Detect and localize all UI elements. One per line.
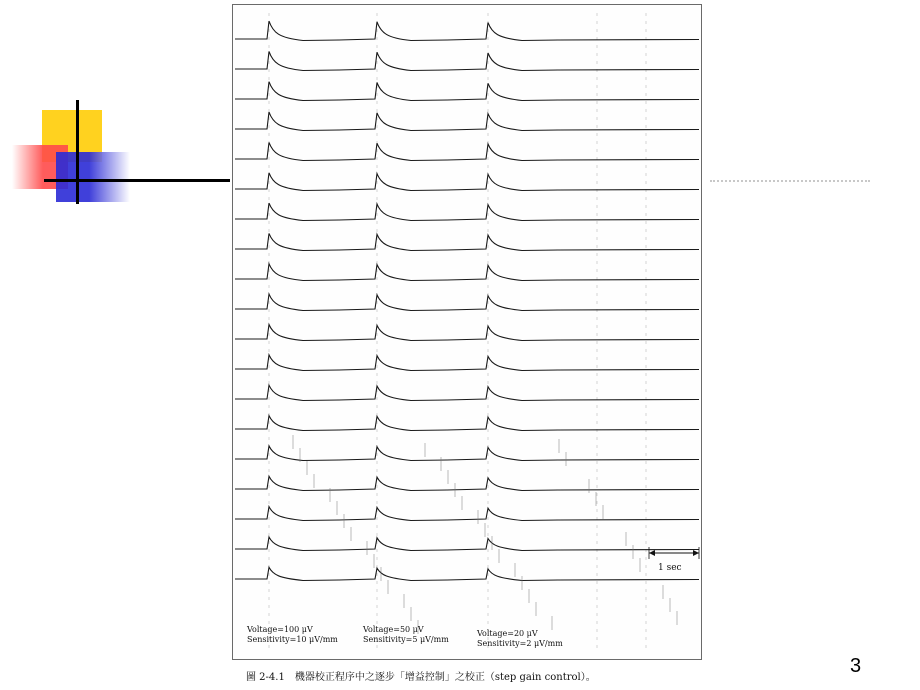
sensitivity-label: Sensitivity=5 μV/mm — [363, 635, 449, 644]
eeg-trace — [235, 537, 699, 551]
eeg-trace — [235, 203, 699, 220]
decor-dotted-rule — [710, 180, 870, 182]
voltage-label: Voltage=100 μV — [247, 625, 313, 634]
page-number: 3 — [850, 655, 862, 677]
eeg-trace — [235, 507, 699, 521]
voltage-label: Voltage=50 μV — [363, 625, 424, 634]
calibration-label-100uv — [247, 625, 338, 645]
eeg-trace — [235, 325, 699, 341]
decor-blue-square — [56, 152, 130, 202]
voltage-label: Voltage=20 μV — [477, 629, 538, 638]
sensitivity-label: Sensitivity=2 μV/mm — [477, 639, 563, 648]
figure-caption: 圖 2-4.1 機器校正程序中之逐步「增益控制」之校正（step gain control）。 — [246, 672, 596, 683]
calibration-label-50uv — [363, 625, 449, 645]
eeg-trace — [235, 112, 699, 131]
eeg-trace — [235, 476, 699, 490]
time-scale-label: 1 sec — [658, 563, 682, 573]
eeg-trace — [235, 416, 699, 431]
eeg-trace — [235, 385, 699, 400]
eeg-trace — [235, 294, 699, 310]
eeg-trace — [235, 446, 699, 461]
eeg-trace — [235, 173, 699, 191]
decor-horizontal-line — [44, 179, 230, 182]
sensitivity-label: Sensitivity=10 μV/mm — [247, 635, 338, 644]
eeg-trace — [235, 51, 699, 70]
eeg-trace — [235, 142, 699, 160]
time-scale-arrowhead-left — [649, 550, 655, 556]
eeg-trace — [235, 567, 699, 580]
eeg-trace — [235, 233, 699, 250]
eeg-calibration-figure — [232, 4, 702, 660]
eeg-traces — [233, 5, 701, 659]
eeg-trace — [235, 264, 699, 281]
eeg-trace — [235, 355, 699, 371]
decor-vertical-line — [76, 100, 79, 204]
eeg-trace — [235, 21, 699, 41]
time-scale-arrowhead-right — [693, 550, 699, 556]
calibration-label-20uv — [477, 629, 563, 649]
eeg-trace — [235, 82, 699, 101]
